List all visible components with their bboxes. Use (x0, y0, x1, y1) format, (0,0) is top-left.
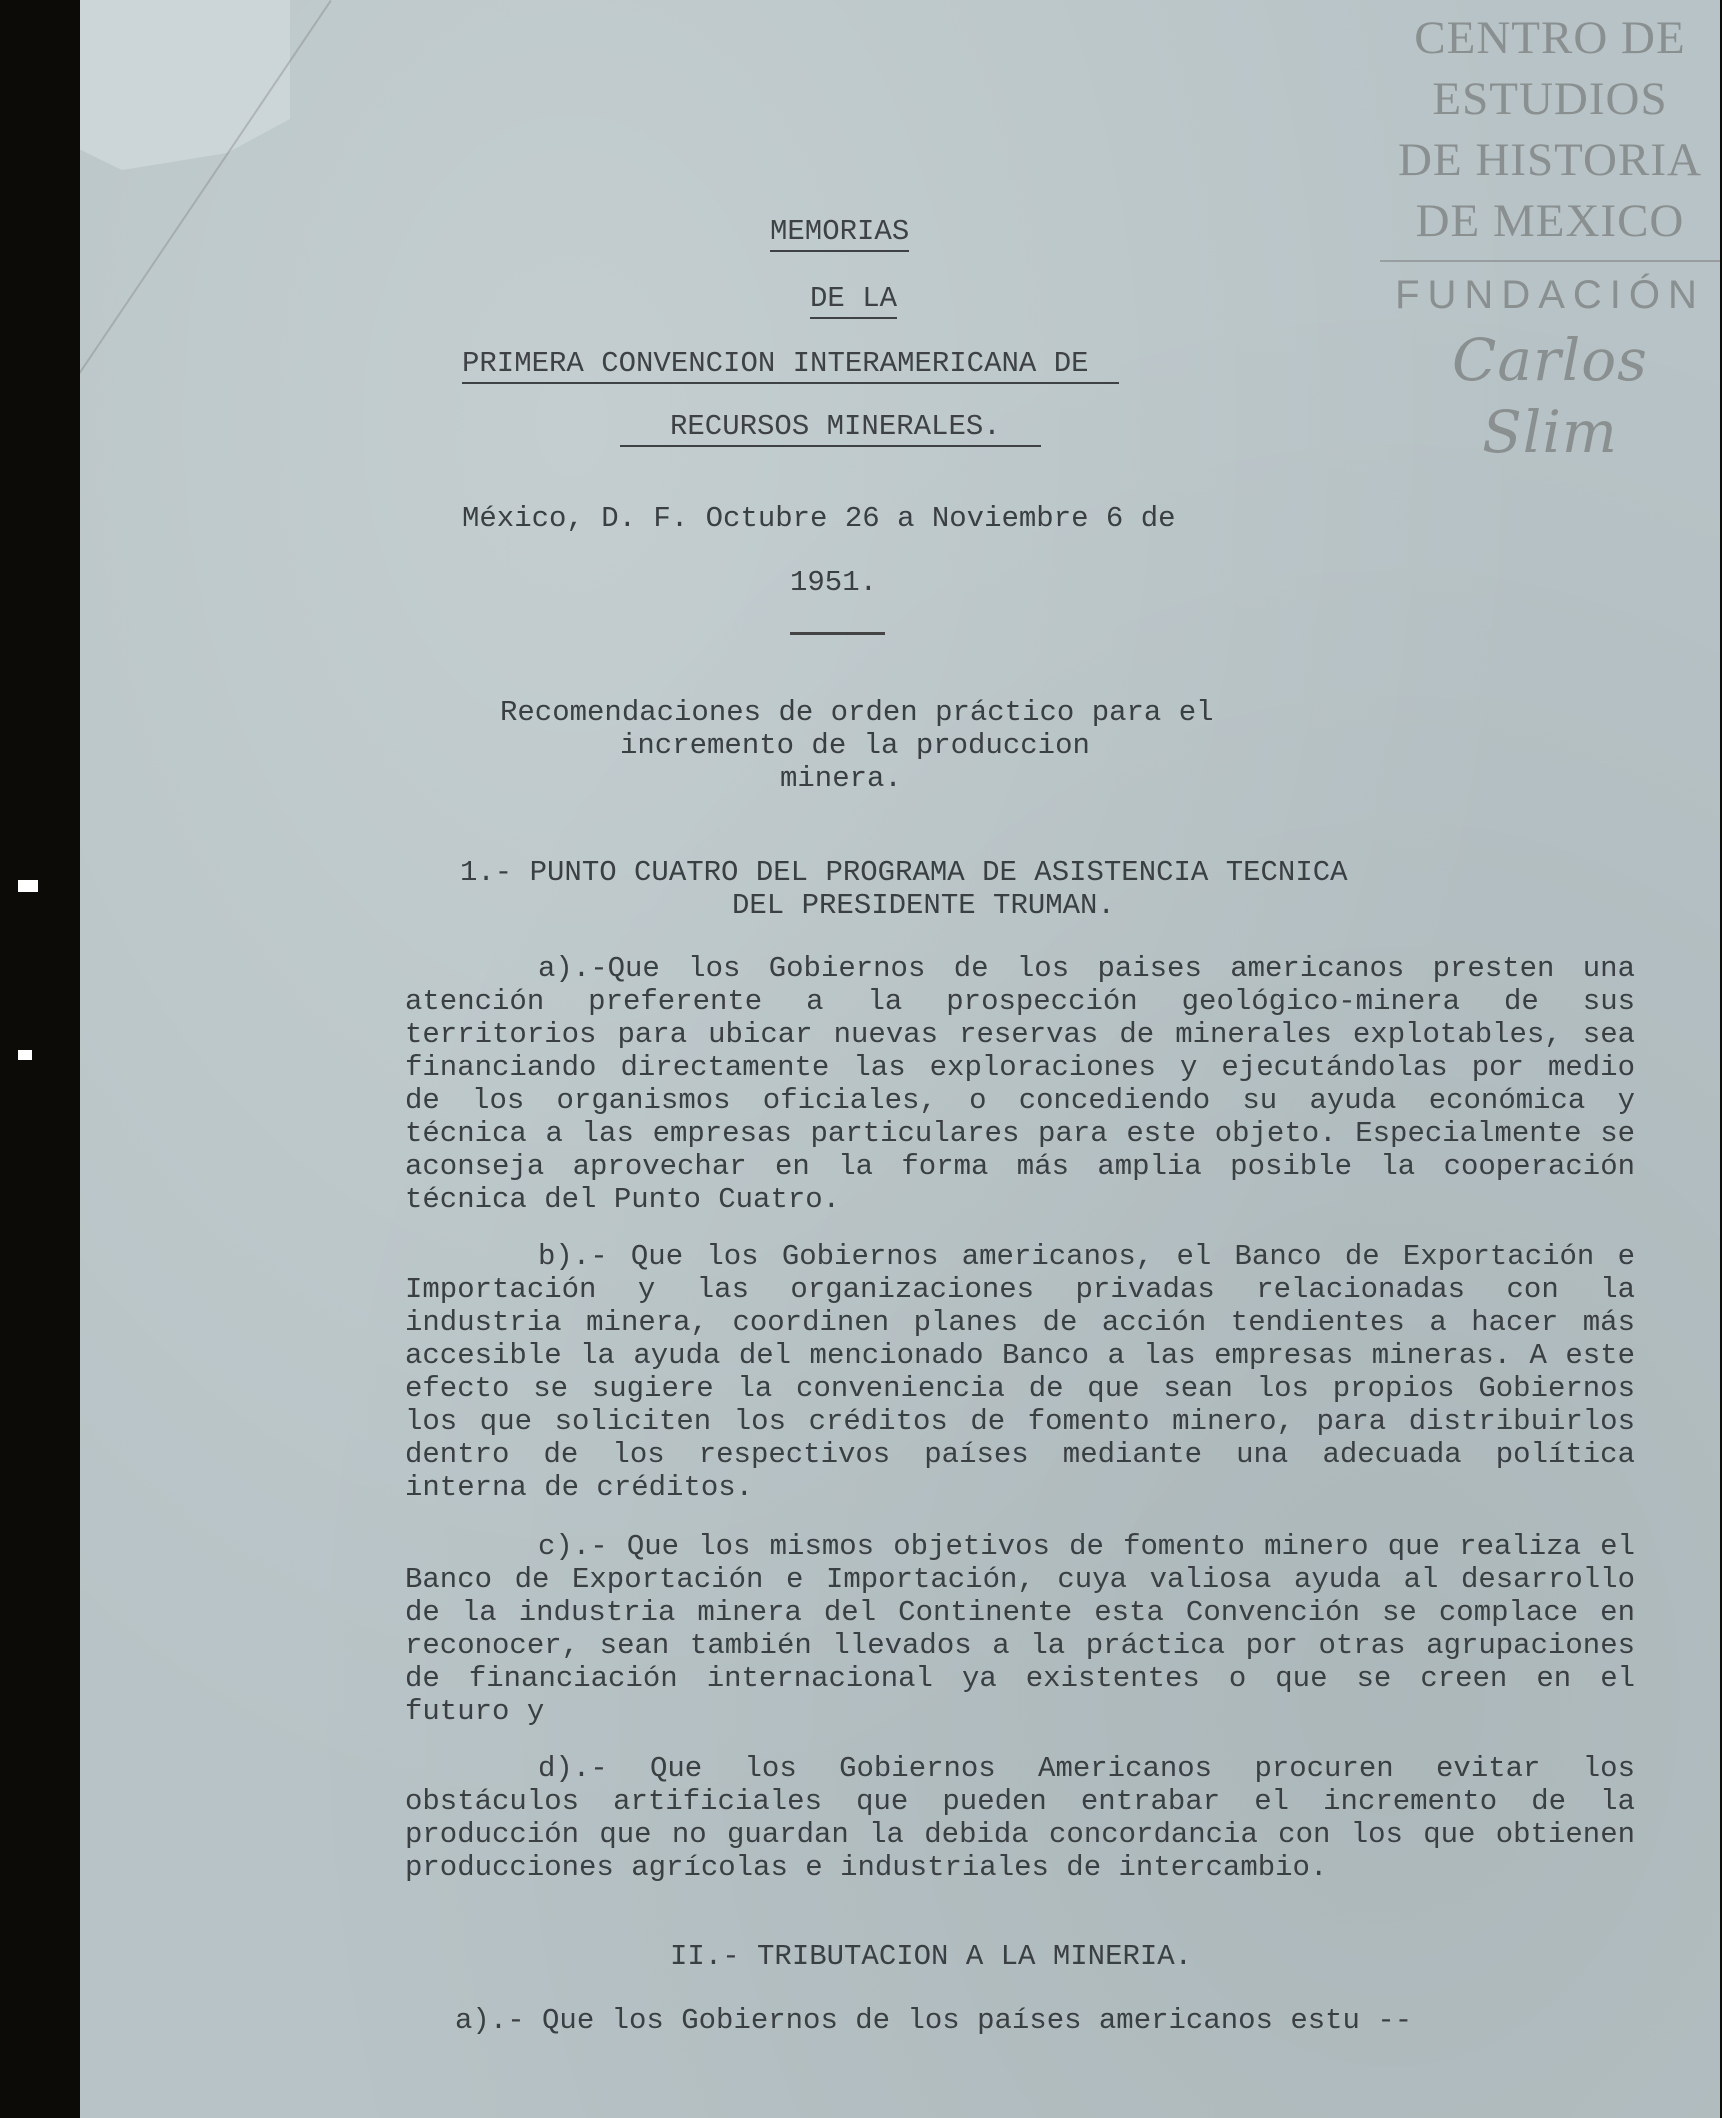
title-memorias: MEMORIAS (770, 215, 909, 252)
stamp-line-2: ESTUDIOS (1432, 73, 1668, 125)
paragraph-b: b).- Que los Gobiernos americanos, el Banco de Exportación e Importación y las organizaciones privadas relacionadas con la industria minera, coordinen planes de acción tendientes a hacer más accesible la ayuda del mencionado Banco a las empresas mineras. A este efecto se sugiere la conveniencia de que sean los propios Gobiernos los que soliciten los créditos de fomento minero, para distribuirlos dentro de los respectivos países mediante una adecuada política interna de créditos. (405, 1240, 1635, 1504)
stamp-signature: Carlos Slim (1452, 326, 1648, 466)
archive-stamp (1380, 8, 1720, 468)
paragraph-d: d).- Que los Gobiernos Americanos procuren evitar los obstáculos artificiales que pueden entrabar el incremento de la producción que no guardan la debida concordancia con los que obtienen producciones agrícolas e industriales de intercambio. (405, 1752, 1635, 1884)
stamp-line-3: DE HISTORIA (1398, 134, 1702, 186)
binding-hole-1 (18, 880, 38, 892)
subtitle-line-3: minera. (780, 762, 902, 795)
stamp-line-4: DE MEXICO (1415, 195, 1685, 247)
paragraph-c: c).- Que los mismos objetivos de fomento minero que realiza el Banco de Exportación e Importación, cuya valiosa ayuda al desarrollo de la industria minera del Continente esta Convención se complace en reconocer, sean también llevados a la práctica por otras agrupaciones de financiación internacional ya existentes o que se creen en el futuro y (405, 1530, 1635, 1728)
paragraph-a: a).-Que los Gobiernos de los paises americanos presten una atención preferente a la prospección geológico-minera de sus territorios para ubicar nuevas reservas de minerales explotables, sea financiando directamente las exploraciones y ejecutándolas por medio de los organismos oficiales, o concediendo su ayuda económica y técnica a las empresas particulares para este objeto. Especialmente se aconseja aprovechar en la forma más amplia posible la cooperación técnica del Punto Cuatro. (405, 952, 1635, 1216)
section-1-heading-2: DEL PRESIDENTE TRUMAN. (732, 889, 1115, 922)
subtitle-line-2: incremento de la produccion (620, 729, 1090, 762)
place-date: México, D. F. Octubre 26 a Noviembre 6 de (462, 502, 1176, 535)
title-de-la: DE LA (810, 282, 897, 319)
stamp-line-1: CENTRO DE (1414, 12, 1686, 64)
torn-corner (80, 0, 290, 170)
section-2-paragraph-a: a).- Que los Gobiernos de los países americanos estu -- (455, 2004, 1413, 2037)
separator-rule (790, 632, 885, 635)
year: 1951. (790, 566, 878, 599)
section-1-heading: 1.- PUNTO CUATRO DEL PROGRAMA DE ASISTENCIA TECNICA (460, 856, 1348, 889)
stamp-divider (1380, 260, 1720, 262)
title-recursos: RECURSOS MINERALES. (620, 410, 1041, 447)
title-convencion: PRIMERA CONVENCION INTERAMERICANA DE (462, 347, 1119, 384)
section-2-heading: II.- TRIBUTACION A LA MINERIA. (670, 1940, 1193, 1973)
stamp-foundation: FUNDACIÓN (1395, 273, 1705, 317)
document-page (80, 0, 1720, 2118)
binding-hole-2 (18, 1050, 32, 1060)
subtitle-line-1: Recomendaciones de orden práctico para el (500, 696, 1214, 729)
